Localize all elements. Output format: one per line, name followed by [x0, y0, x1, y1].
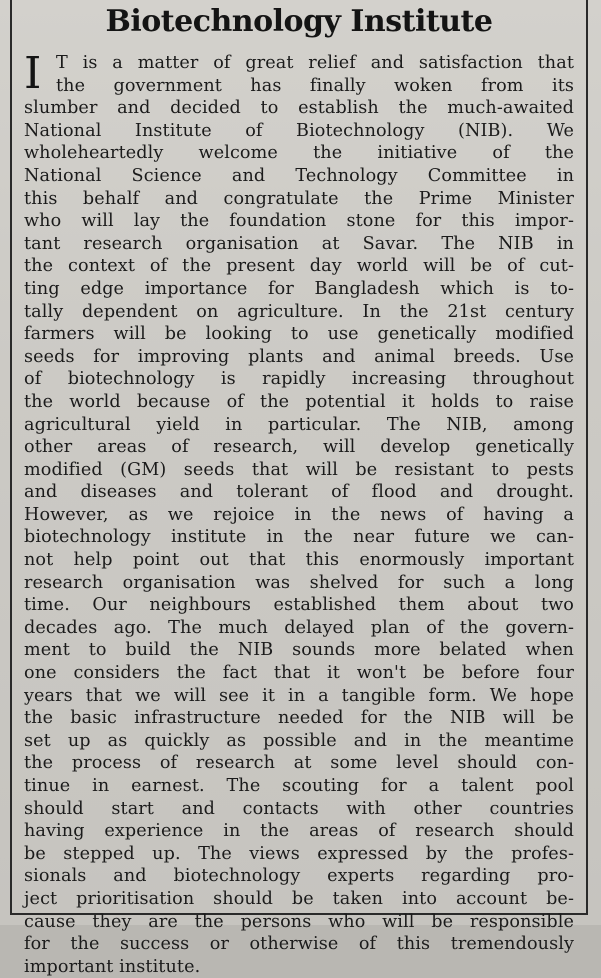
- body-line: National Science and Technology Committee in: [24, 165, 574, 186]
- body-line: the world because of the potential it holds to raise: [24, 391, 574, 412]
- body-line: not help point out that this enormously important: [24, 550, 574, 571]
- body-line: and diseases and tolerant of flood and drought.: [24, 482, 574, 503]
- body-line: tally dependent on agriculture. In the 21st century: [24, 301, 574, 322]
- body-line: having experience in the areas of research should: [24, 821, 574, 842]
- body-line: agricultural yield in particular. The NIB, among: [24, 414, 574, 435]
- editorial-body: [24, 48, 574, 978]
- body-line: decades ago. The much delayed plan of the govern-: [24, 617, 574, 638]
- body-line: the context of the present day world will be of cut-: [24, 256, 574, 277]
- body-line: biotechnology institute in the near future we can-: [24, 527, 574, 548]
- body-line: slumber and decided to establish the much-awaited: [24, 98, 574, 119]
- body-line: However, as we rejoice in the news of having a: [24, 504, 574, 525]
- body-line: seeds for improving plants and animal breeds. Use: [24, 346, 574, 367]
- body-line: wholeheartedly welcome the initiative of the: [24, 143, 574, 164]
- body-line: one considers the fact that it won't be before four: [24, 663, 574, 684]
- headline: Biotechnology Institute: [105, 4, 493, 39]
- body-line: time. Our neighbours established them about two: [24, 595, 574, 616]
- body-line: farmers will be looking to use genetically modified: [24, 324, 574, 345]
- body-line: National Institute of Biotechnology (NIB). We: [24, 120, 574, 141]
- drop-cap: I: [24, 48, 42, 99]
- body-line: tinue in earnest. The scouting for a talent pool: [24, 776, 574, 796]
- body-line: other areas of research, will develop genetically: [24, 437, 574, 458]
- body-line: tant research organisation at Savar. The NIB in: [24, 233, 574, 254]
- body-line: cause they are the persons who will be responsible: [24, 911, 574, 932]
- body-line: should start and contacts with other countries: [24, 798, 574, 819]
- body-line: ject prioritisation should be taken into account be-: [24, 888, 574, 909]
- body-line: the basic infrastructure needed for the NIB will be: [24, 708, 574, 729]
- body-line: who will lay the foundation stone for this impor-: [24, 211, 574, 232]
- body-line: be stepped up. The views expressed by the profes-: [24, 843, 574, 864]
- body-line: ment to build the NIB sounds more belated when: [24, 640, 574, 661]
- body-line: research organisation was shelved for such a long: [24, 572, 574, 593]
- body-line: years that we will see it in a tangible form. We hope: [24, 685, 574, 706]
- body-line: the process of research at some level should con-: [24, 753, 574, 774]
- body-line: modified (GM) seeds that will be resistant to pests: [24, 459, 574, 480]
- body-line: this behalf and congratulate the Prime Minister: [24, 188, 574, 209]
- body-line: sionals and biotechnology experts regarding pro-: [24, 866, 574, 887]
- body-line: important institute.: [24, 956, 201, 977]
- body-line: of biotechnology is rapidly increasing throughout: [24, 369, 574, 390]
- body-line: ting edge importance for Bangladesh which is to-: [24, 278, 574, 299]
- body-line: T is a matter of great relief and satisfaction that: [56, 53, 574, 73]
- body-line: set up as quickly as possible and in the meantime: [24, 730, 574, 751]
- body-line: for the success or otherwise of this tremendously: [24, 934, 574, 955]
- body-line: the government has finally woken from its: [56, 75, 574, 96]
